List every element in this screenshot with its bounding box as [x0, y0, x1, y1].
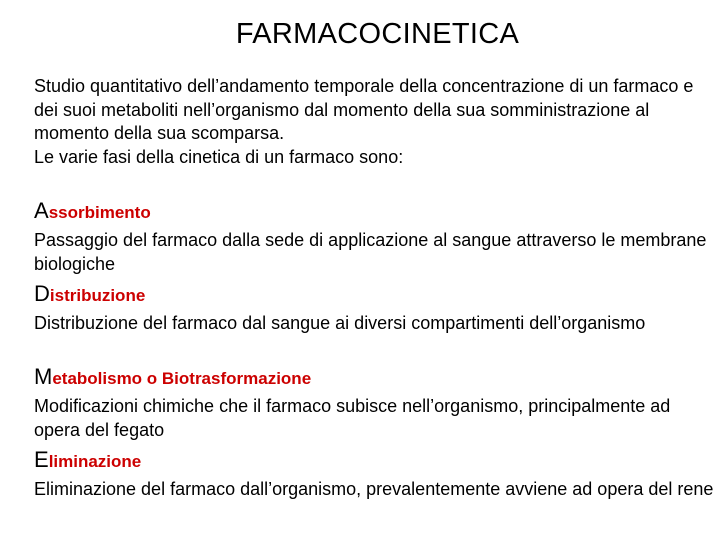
- phase-metabolism: [34, 366, 714, 442]
- phase-description: Eliminazione del farmaco dall’organismo, prevalentemente avviene ad opera del rene: [34, 479, 714, 499]
- intro-phases-lead: Le varie fasi della cinetica di un farmaco sono:: [34, 146, 404, 167]
- phase-distribution: [34, 283, 714, 336]
- phase-heading-rest: istribuzione: [49, 286, 146, 305]
- phase-heading-initial: E: [34, 447, 49, 472]
- phase-heading: [34, 366, 714, 391]
- phase-heading-initial: D: [34, 281, 50, 306]
- phase-heading-rest: ssorbimento: [48, 203, 151, 222]
- phase-description: Passaggio del farmaco dalla sede di applicazione al sangue attraverso le membrane biologiche: [34, 230, 707, 274]
- phase-heading-rest: liminazione: [48, 452, 142, 471]
- phase-description: Distribuzione del farmaco dal sangue ai diversi compartimenti dell’organismo: [34, 313, 646, 333]
- phase-elimination: [34, 449, 714, 502]
- slide-title: FARMACOCINETICA: [235, 18, 520, 50]
- phase-heading-rest: etabolismo o Biotrasformazione: [52, 369, 312, 388]
- phase-heading: [34, 449, 714, 474]
- intro-text: [34, 75, 714, 169]
- phase-heading-initial: A: [34, 198, 49, 223]
- phase-heading-initial: M: [34, 364, 53, 389]
- phase-description: Modificazioni chimiche che il farmaco subisce nell’organismo, principalmente ad opera del fegato: [34, 396, 671, 440]
- phase-heading: [34, 200, 714, 225]
- phase-heading: [34, 283, 714, 308]
- intro-definition: Studio quantitativo dell’andamento temporale della concentrazione di un farmaco e dei suoi metaboliti nell’organismo dal momento della sua somministrazione al momento della sua scomparsa.: [34, 76, 694, 143]
- phase-absorption: [34, 200, 714, 276]
